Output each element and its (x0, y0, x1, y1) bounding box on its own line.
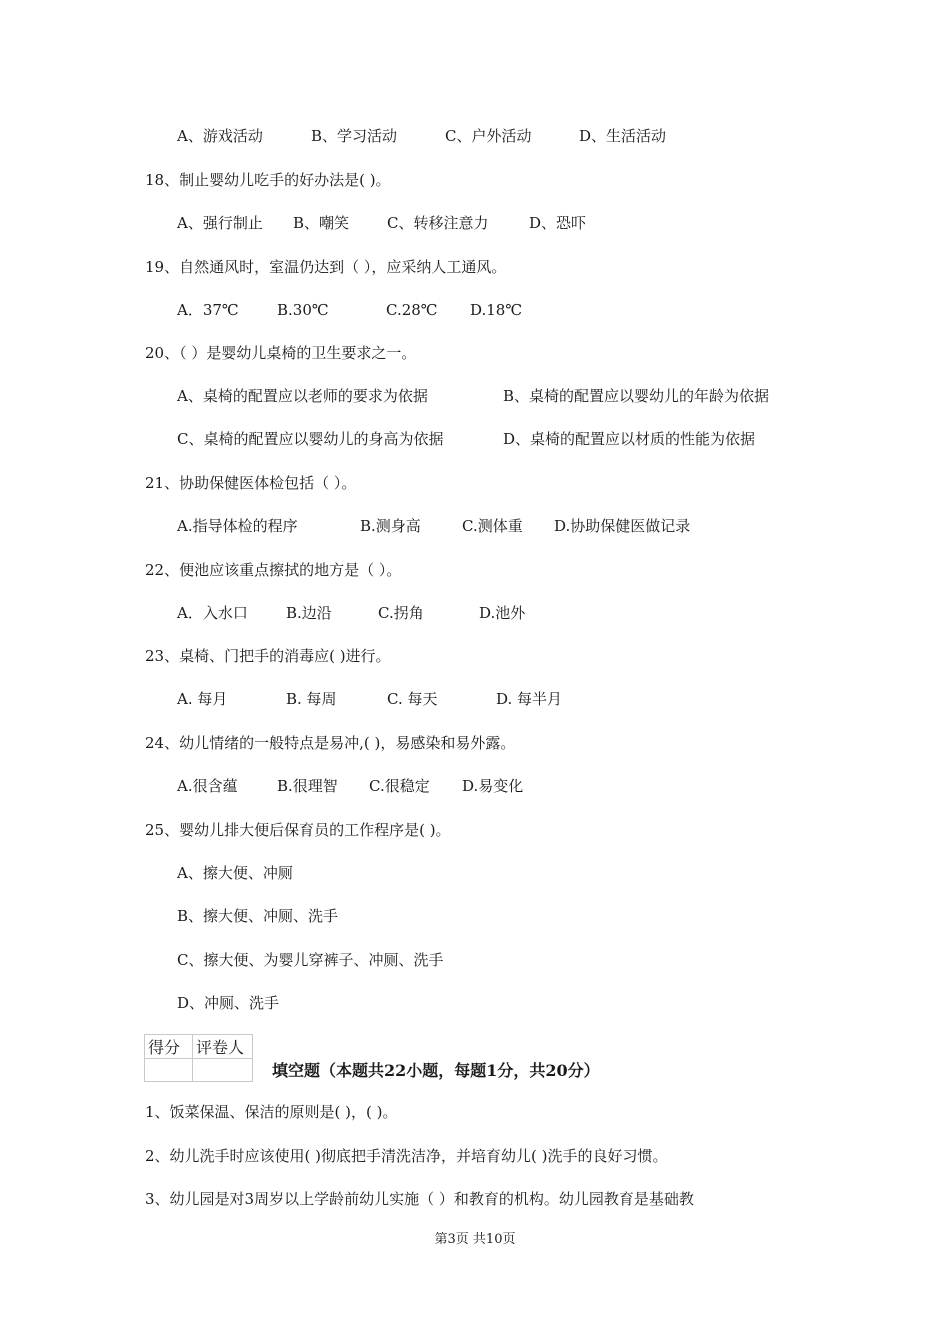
question-25: 25、婴幼儿排大便后保育员的工作程序是( )。 (145, 821, 451, 839)
score-label: 得分 (145, 1035, 193, 1059)
fill-question-2: 2、幼儿洗手时应该使用( )彻底把手清洗洁净，并培育幼儿( )洗手的良好习惯。 (145, 1147, 668, 1165)
option-d: D、恐吓 (529, 214, 587, 232)
fill-question-3: 3、幼儿园是对3周岁以上学龄前幼儿实施（ ）和教育的机构。幼儿园教育是基础教 (145, 1190, 694, 1208)
option-b: B、学习活动 (311, 127, 398, 145)
question-21: 21、协助保健医体检包括（ ）。 (145, 474, 357, 492)
option-a: A、强行制止 (177, 214, 263, 232)
question-23: 23、桌椅、门把手的消毒应( )进行。 (145, 647, 391, 665)
option-c: C、户外活动 (445, 127, 532, 145)
option-a: A.很含蕴 (177, 777, 238, 795)
option-c: C.28℃ (386, 301, 438, 319)
section-title: 填空题（本题共22小题，每题1分，共20分） (272, 1061, 600, 1080)
option-d: D.易变化 (462, 777, 524, 795)
option-a: A. 每月 (177, 690, 228, 708)
grader-cell[interactable] (193, 1059, 253, 1082)
option-b: B.测身高 (360, 517, 421, 535)
option-c: C.测体重 (462, 517, 523, 535)
option-b: B、桌椅的配置应以婴幼儿的年龄为依据 (503, 387, 770, 405)
option-d: D、桌椅的配置应以材质的性能为依据 (503, 430, 756, 448)
option-a: A、桌椅的配置应以老师的要求为依据 (177, 387, 428, 405)
score-cell[interactable] (145, 1059, 193, 1082)
question-24: 24、幼儿情绪的一般特点是易冲,( )，易感染和易外露。 (145, 734, 516, 752)
option-b: B、嘲笑 (293, 214, 350, 232)
fill-question-1: 1、饭菜保温、保洁的原则是( )，( )。 (145, 1103, 398, 1121)
option-b: B. 每周 (286, 690, 337, 708)
option-c: C.拐角 (378, 604, 424, 622)
option-d: D、生活活动 (579, 127, 667, 145)
option-a: A、擦大便、冲厕 (177, 864, 293, 882)
option-d: D、冲厕、洗手 (177, 994, 280, 1012)
grader-label: 评卷人 (193, 1035, 253, 1059)
option-b: B、擦大便、冲厕、洗手 (177, 907, 339, 925)
question-22: 22、便池应该重点擦拭的地方是（ ）。 (145, 561, 402, 579)
option-a: A、游戏活动 (177, 127, 263, 145)
score-box (144, 1034, 253, 1082)
option-d: D.协助保健医做记录 (554, 517, 691, 535)
question-20: 20、（ ）是婴幼儿桌椅的卫生要求之一。 (145, 344, 417, 362)
option-a: A．37℃ (177, 301, 239, 319)
option-d: D.池外 (479, 604, 526, 622)
option-c: C. 每天 (387, 690, 438, 708)
option-a: A.指导体检的程序 (177, 517, 298, 535)
option-d: D.18℃ (470, 301, 523, 319)
option-d: D. 每半月 (496, 690, 563, 708)
option-a: A．入水口 (177, 604, 248, 622)
page-number: 第3页 共10页 (434, 1232, 516, 1247)
option-c: C、擦大便、为婴儿穿裤子、冲厕、洗手 (177, 951, 444, 969)
option-c: C、转移注意力 (387, 214, 489, 232)
option-c: C、桌椅的配置应以婴幼儿的身高为依据 (177, 430, 444, 448)
option-b: B.很理智 (277, 777, 338, 795)
option-c: C.很稳定 (369, 777, 430, 795)
option-b: B.边沿 (286, 604, 332, 622)
question-19: 19、自然通风时，室温仍达到（ ），应采纳人工通风。 (145, 258, 507, 276)
option-b: B.30℃ (277, 301, 329, 319)
question-18: 18、制止婴幼儿吃手的好办法是( )。 (145, 171, 391, 189)
